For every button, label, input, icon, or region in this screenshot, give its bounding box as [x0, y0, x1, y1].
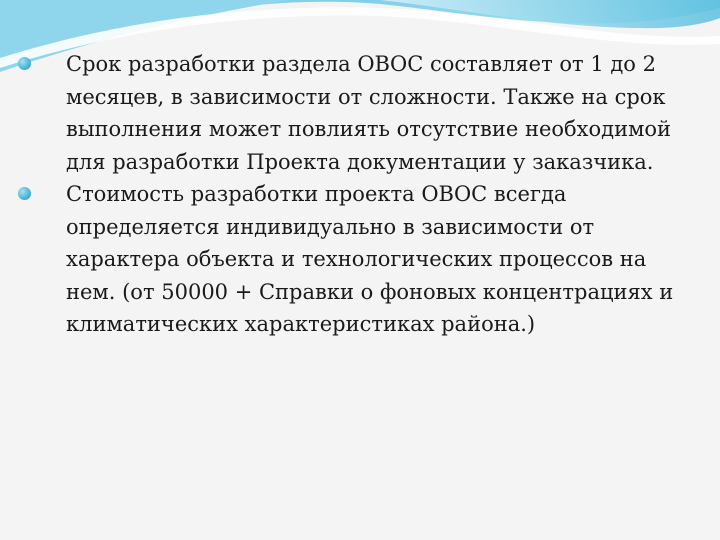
bullet-dot-icon: [18, 57, 31, 70]
bullet-text: Срок разработки раздела ОВОС составляет от 1 до 2 месяцев, в зависимости от сложности. Также на срок выполнения может повлиять отсутствие необходимой для разработки Проекта документации у заказчика.: [66, 52, 672, 174]
bullet-dot-icon: [18, 187, 31, 200]
bullet-list: [18, 48, 688, 341]
bullet-item: [18, 48, 688, 178]
bullet-text: Стоимость разработки проекта ОВОС всегда определяется индивидуально в зависимости от характера объекта и технологических процессов на нем. (от 50000 + Справки о фоновых концентрациях и климатических характеристиках района.): [66, 182, 674, 336]
bullet-item: [18, 178, 688, 341]
